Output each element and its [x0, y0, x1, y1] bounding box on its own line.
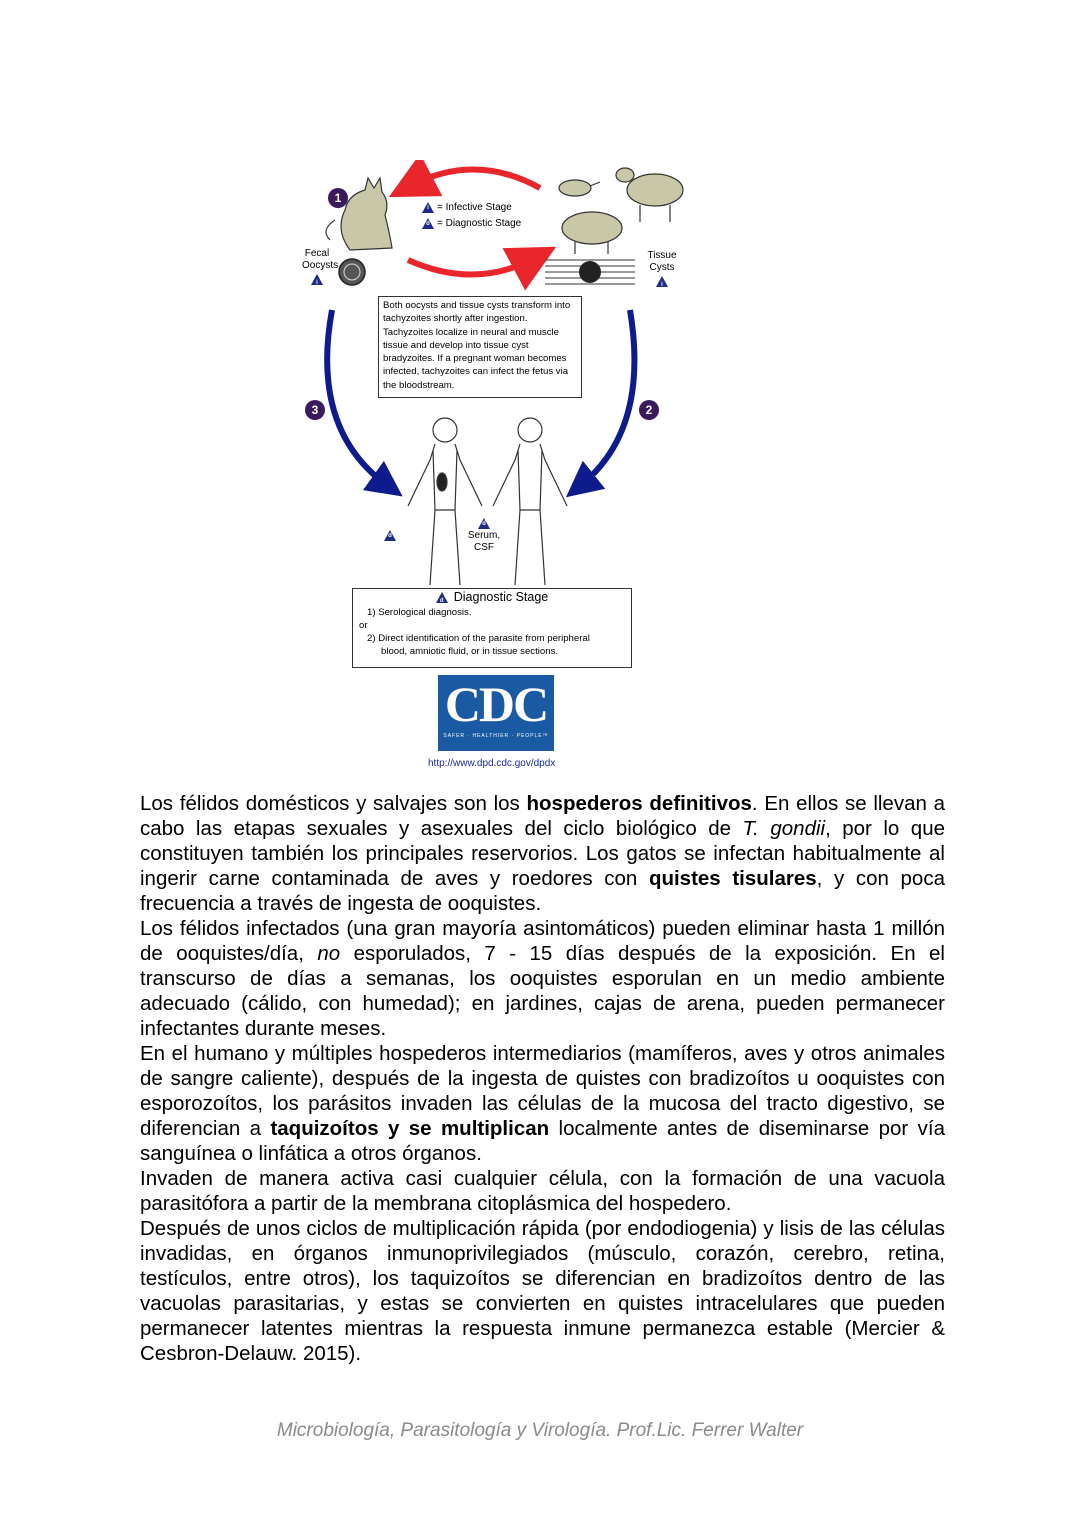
diag-line-1: 1) Serological diagnosis.	[367, 607, 472, 618]
paragraph-5: Después de unos ciclos de multiplicación rápida (por endodiogenia) y lisis de las células invadidas, en órganos inmunoprivilegiados (músculo, corazón, cerebro, retina, testículos, entre otros), los taquizoítos se diferencian en bradizoítos dentro de las vacuolas parasitarias, y estas se convierten en quistes intracelulares que pueden permanecer latentes mientras la respuesta inmune permanezca estable (Mercier & Cesbron-Delauw. 2015).	[140, 1217, 945, 1365]
cdc-url-link[interactable]: http://www.dpd.cdc.gov/dpdx	[428, 758, 556, 769]
paragraph-2: Los félidos infectados (una gran mayoría asintomáticos) pueden eliminar hasta 1 millón de ooquistes/día, no esporulados, 7 - 15 días después de la exposición. En el transcurso de días a semanas, los ooquistes esporulan en un medio ambiente adecuado (cálido, con humedad); en jardines, cajas de arena, pueden permanecer infectantes durante meses.	[140, 917, 945, 1040]
serum-csf-label: Serum, CSF	[467, 530, 501, 553]
triangle-icon: d	[478, 518, 490, 529]
triangle-icon: i	[422, 202, 434, 213]
arrow-bottom-red	[408, 258, 535, 275]
human-figures	[408, 418, 567, 585]
oocyst-illustration	[339, 259, 365, 285]
legend-infective	[422, 202, 512, 213]
arrow-right-blue	[580, 310, 634, 486]
cdc-logo	[438, 675, 554, 751]
step-badge-2: 2	[639, 400, 659, 420]
rat-illustration	[559, 180, 600, 196]
page-footer: Microbiología, Parasitología y Virología. Prof.Lic. Ferrer Walter	[276, 1420, 804, 1441]
cdc-tagline: SAFER · HEALTHIER · PEOPLE™	[443, 733, 549, 739]
step-badge-3: 3	[305, 400, 325, 420]
diagnostic-stage-title: d Diagnostic Stage	[359, 591, 625, 604]
tissue-cysts-label: Tissue Cysts i	[647, 250, 677, 288]
triangle-icon: i	[311, 274, 323, 285]
triangle-icon: i	[656, 276, 668, 287]
diagnostic-stage-box	[352, 588, 632, 668]
tissue-cyst-illustration	[545, 260, 635, 284]
paragraph-4: Invaden de manera activa casi cualquier célula, con la formación de una vacuola parasitófora a partir de la membrana citoplásmica del hospedero.	[140, 1167, 945, 1215]
diag-line-3: blood, amniotic fluid, or in tissue sections.	[381, 646, 559, 657]
step-badge-1: 1	[328, 188, 348, 208]
legend-diagnostic-label: = Diagnostic Stage	[437, 218, 522, 229]
transformation-note: Both oocysts and tissue cysts transform into tachyzoites shortly after ingestion. Tachyzoites localize in neural and muscle tissue and develop into tissue cyst bradyzoites. If a pregnant woman becomes infected, tachyzoites can infect the fetus via the bloodstream.	[378, 296, 582, 398]
legend-infective-label: = Infective Stage	[437, 202, 512, 213]
body-text	[140, 791, 945, 1366]
arrow-top-red	[410, 169, 540, 188]
fecal-oocysts-label: Fecal Oocysts i	[302, 248, 339, 286]
triangle-icon: d	[422, 218, 434, 229]
life-cycle-figure	[290, 160, 700, 775]
pig-illustration	[562, 212, 622, 254]
triangle-icon: d	[436, 592, 448, 603]
legend-diagnostic	[422, 218, 521, 229]
paragraph-1: Los félidos domésticos y salvajes son los hospederos definitivos. En ellos se llevan a cabo las etapas sexuales y asexuales del ciclo biológico de T. gondii, por lo que constituyen también los principales reservorios. Los gatos se infectan habitualmente al ingerir carne contaminada de aves y roedores con quistes tisulares, y con poca frecuencia a través de ingesta de ooquistes.	[140, 792, 945, 915]
paragraph-3: En el humano y múltiples hospederos intermediarios (mamíferos, aves y otros animales de sangre caliente), después de la ingesta de quistes con bradizoítos u ooquistes con esporozoítos, los parásitos invaden las células de la mucosa del tracto digestivo, se diferencian a taquizoítos y se multiplican localmente antes de diseminarse por vía sanguínea o linfática a otros órganos.	[140, 1042, 945, 1165]
triangle-icon: d	[384, 530, 396, 541]
cdc-logo-text: CDC	[444, 676, 548, 732]
diag-or: or	[359, 620, 368, 631]
diag-line-2: 2) Direct identification of the parasite from peripheral	[367, 633, 590, 644]
sheep-illustration	[616, 168, 683, 222]
